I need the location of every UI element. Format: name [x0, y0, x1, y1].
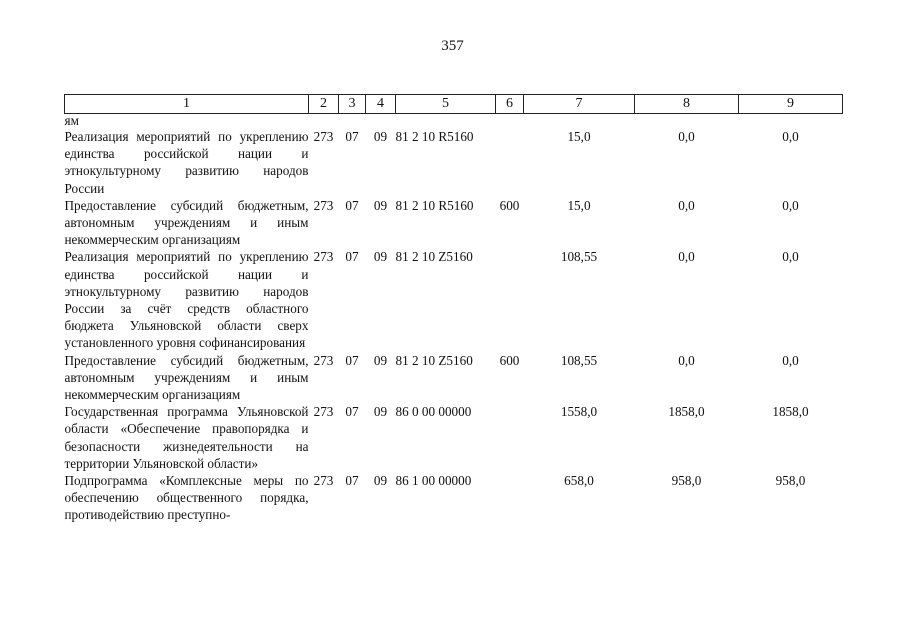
cell-amount-year2: 0,0	[678, 352, 695, 368]
column-header: 1	[65, 95, 309, 114]
cell-section: 07	[345, 352, 359, 368]
cell-amount-year2: 0,0	[678, 197, 695, 213]
row-description: Предоставление субсидий бюджетным, автономным учреждениям и иным некоммерческим организациям	[64, 352, 309, 403]
cell-amount-year3: 0,0	[782, 197, 799, 213]
page-number: 357	[441, 38, 464, 54]
column-header: 7	[524, 95, 635, 114]
cell-amount-year1: 1558,0	[560, 404, 598, 420]
cell-section: 07	[345, 249, 359, 265]
cell-expense-type	[496, 472, 524, 524]
column-header: 6	[496, 95, 524, 114]
cell-amount-year1: 658,0	[564, 473, 594, 489]
cell-amount-year1: 15,0	[567, 197, 591, 213]
table-row	[65, 197, 843, 249]
cell-ministry-code: 273	[313, 249, 334, 265]
cell-subsection: 09	[373, 129, 388, 144]
cell-subsection: 09	[373, 249, 388, 265]
cell-section: 07	[345, 197, 359, 213]
column-header: 8	[635, 95, 739, 114]
budget-table	[64, 94, 843, 524]
cell-ministry-code: 273	[313, 404, 334, 420]
cell-expense-type: 600	[499, 197, 520, 213]
cell-section: 07	[345, 473, 359, 489]
table-row	[65, 352, 843, 404]
column-header: 9	[739, 95, 843, 114]
cell-amount-year2: 1858,0	[668, 404, 705, 420]
cell-ministry-code: 273	[313, 129, 334, 144]
cell-amount-year3: 1858,0	[772, 404, 809, 420]
column-header: 5	[396, 95, 496, 114]
row-description: Реализация мероприятий по укреплению единства российской нации и этнокультурному развитию народов России за счёт средств областного бюджета Ульяновской области сверх установленного уровня софинансирования	[64, 249, 309, 351]
cell-target-article: 81 2 10 Z5160	[395, 249, 473, 265]
row-description: Реализация мероприятий по укреплению единства российской нации и этнокультурному развитию народов России	[64, 129, 309, 196]
cell-target-article: 81 2 10 R5160	[395, 129, 474, 144]
cell-amount-year3: 0,0	[782, 129, 799, 144]
cell-section: 07	[345, 129, 359, 144]
row-description: Подпрограмма «Комплексные меры по обеспечению общественного порядка, противодействию преступно-	[64, 473, 309, 523]
cell-ministry-code: 273	[313, 352, 334, 368]
cell-subsection: 09	[373, 197, 388, 213]
cell-amount-year2: 958,0	[671, 473, 702, 489]
cell-ministry-code: 273	[313, 197, 334, 213]
column-header: 2	[309, 95, 339, 114]
cell-amount-year3: 958,0	[775, 473, 806, 489]
header-row	[65, 95, 843, 114]
cell-subsection: 09	[373, 404, 388, 420]
cell-expense-type	[496, 403, 524, 472]
cell-ministry-code: 273	[313, 473, 334, 489]
table-row	[65, 472, 843, 524]
cell-subsection: 09	[373, 352, 388, 368]
table-row	[65, 403, 843, 472]
row-description: Предоставление субсидий бюджетным, автономным учреждениям и иным некоммерческим организациям	[64, 197, 309, 248]
cell-amount-year2: 0,0	[678, 249, 695, 265]
cell-target-article: 86 1 00 00000	[395, 473, 472, 489]
cell-amount-year1: 108,55	[560, 249, 598, 265]
cell-section: 07	[345, 404, 359, 420]
continuation-row	[65, 114, 843, 129]
cell-expense-type	[496, 248, 524, 351]
column-header: 3	[339, 95, 366, 114]
table-row	[65, 128, 843, 197]
cell-expense-type: 600	[499, 352, 520, 368]
column-header: 4	[366, 95, 396, 114]
row-description: Государственная программа Ульяновской области «Обеспечение правопорядка и безопасности жизнедеятельности на территории Ульяновской области»	[64, 404, 309, 471]
cell-amount-year3: 0,0	[782, 249, 799, 265]
table-row	[65, 248, 843, 351]
cell-target-article: 81 2 10 R5160	[395, 197, 474, 213]
continuation-text: ям	[64, 113, 79, 128]
cell-amount-year1: 108,55	[560, 352, 598, 368]
cell-amount-year2: 0,0	[678, 129, 695, 144]
cell-subsection: 09	[373, 473, 388, 489]
cell-expense-type	[496, 128, 524, 197]
cell-target-article: 86 0 00 00000	[395, 404, 472, 420]
cell-amount-year1: 15,0	[567, 129, 591, 144]
cell-target-article: 81 2 10 Z5160	[395, 352, 473, 368]
cell-amount-year3: 0,0	[782, 352, 799, 368]
